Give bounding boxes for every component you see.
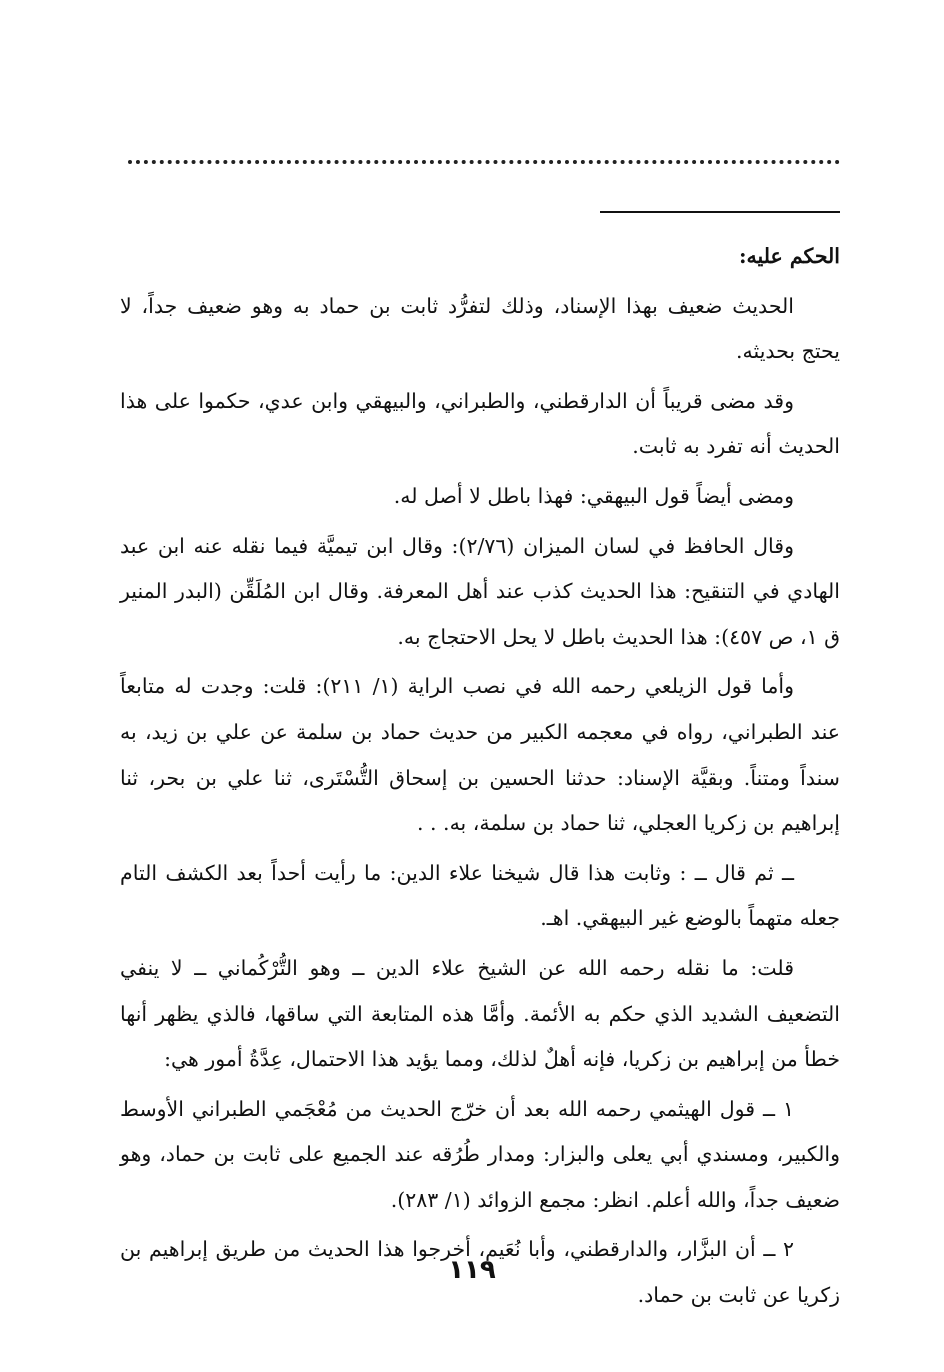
section-rule <box>600 211 840 213</box>
page-number: ١١٩ <box>448 1255 496 1285</box>
dotted-separator <box>128 160 840 164</box>
paragraph: ١ ــ قول الهيثمي رحمه الله بعد أن خرّج الحديث من مُعْجَمي الطبراني الأوسط والكبير، ومسندي أبي يعلى والبزار: ومدار طُرُقه عند الجميع على ثابت بن حماد، وهو ضعيف جداً، والله أعلم. انظر: مجمع الزوائد (١/ ٢٨٣). <box>120 1096 840 1212</box>
paragraph: الحديث ضعيف بهذا الإسناد، وذلك لتفرُّد ثابت بن حماد به وهو ضعيف جداً، لا يحتج بحديثه. <box>120 293 840 364</box>
section-heading: الحكم عليه: <box>738 244 840 268</box>
paragraph: وأما قول الزيلعي رحمه الله في نصب الراية (١/ ٢١١): قلت: وجدت له متابعاً عند الطبراني، رواه في معجمه الكبير من حديث حماد بن سلمة عن علي بن زيد، به سنداً ومتناً. وبقيَّة الإسناد: حدثنا الحسين بن إسحاق التُّسْتَرى، ثنا علي بن بحر، ثنا إبراهيم بن زكريا العجلي، ثنا حماد بن سلمة، به. . . <box>120 674 840 836</box>
page-body <box>120 234 840 1323</box>
paragraph: وقد مضى قريباً أن الدارقطني، والطبراني، والبيهقي وابن عدي، حكموا على هذا الحديث أنه تفرد به ثابت. <box>120 388 840 459</box>
paragraph: وقال الحافظ في لسان الميزان (٢/٧٦): وقال ابن تيميَّة فيما نقله عنه ابن عبد الهادي في التنقيح: هذا الحديث كذب عند أهل المعرفة. وقال ابن المُلَقِّن (البدر المنير ق ١، ص ٤٥٧): هذا الحديث باطل لا يحل الاحتجاج به. <box>120 533 840 649</box>
paragraph: قلت: ما نقله رحمه الله عن الشيخ علاء الدين ــ وهو التُّرْكُماني ــ لا ينفي التضعيف الشديد الذي حكم به الأئمة. وأمَّا هذه المتابعة التي ساقها، فالذي يظهر أنها خطأ من إبراهيم بن زكريا، فإنه أهلٌ لذلك، ومما يؤيد هذا الاحتمال، عِدَّةُ أمور هي: <box>120 955 840 1072</box>
paragraph: ٢ ــ أن البزَّار، والدارقطني، وأبا نُعَيم، أخرجوا هذا الحديث من طريق إبراهيم بن زكريا عن ثابت بن حماد. <box>120 1237 840 1308</box>
paragraph: ــ ثم قال ــ : وثابت هذا قال شيخنا علاء الدين: ما رأيت أحداً بعد الكشف التام جعله متهماً بالوضع غير البيهقي. اهـ. <box>120 860 840 931</box>
paragraph: ومضى أيضاً قول البيهقي: فهذا باطل لا أصل له. <box>393 483 794 508</box>
